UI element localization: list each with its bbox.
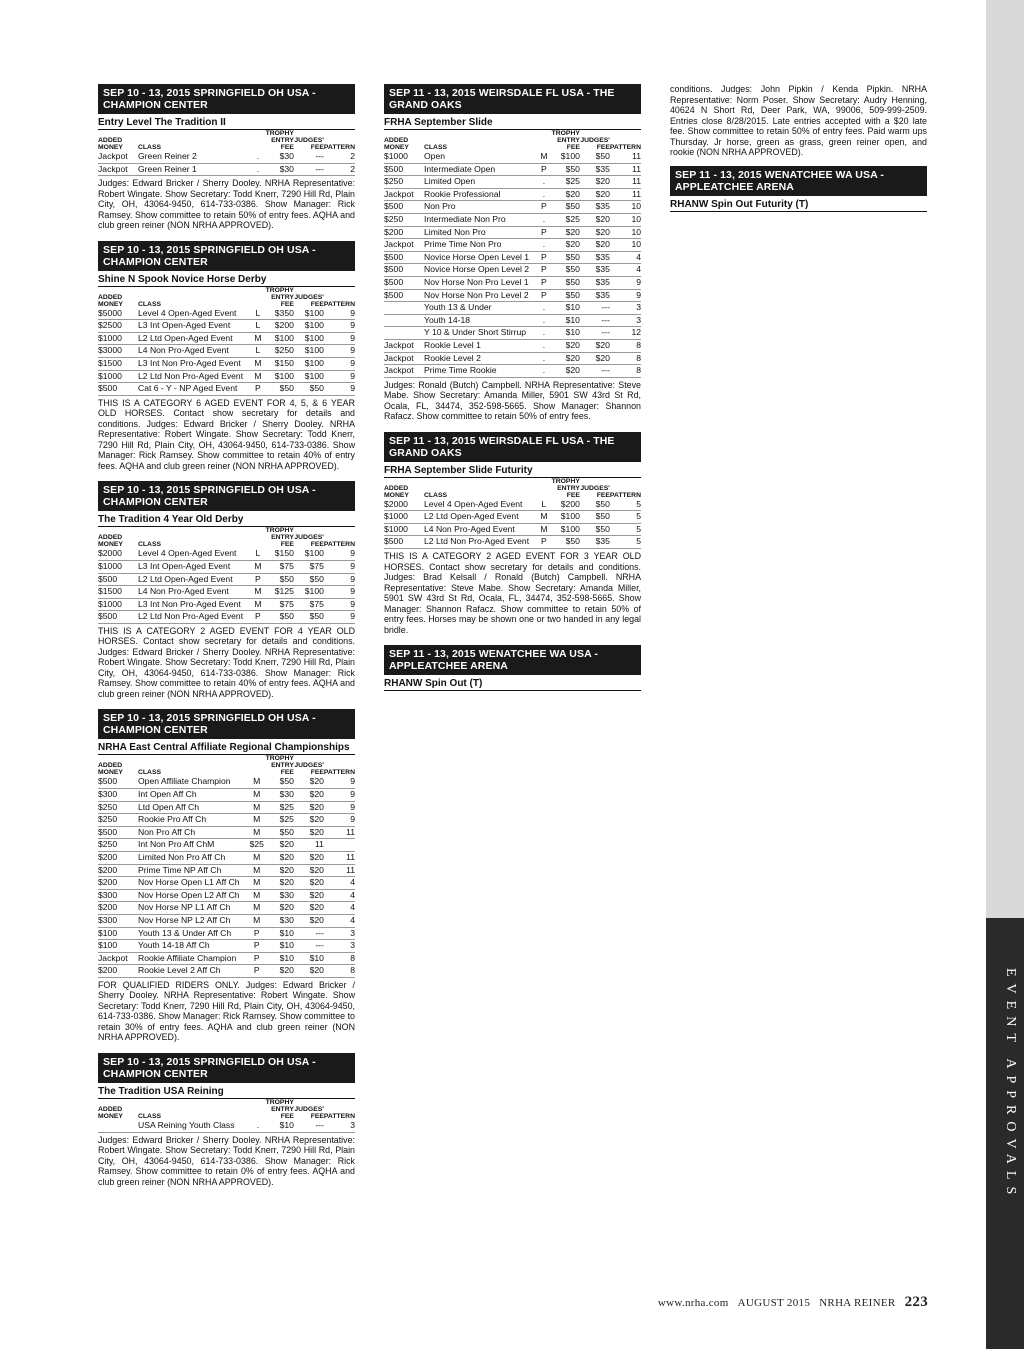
table-row: $300 Int Open Aff Ch M $30 $20 9 (98, 789, 355, 802)
sidebar-label: EVENT APPROVALS (1003, 968, 1018, 1202)
entries-table (98, 755, 355, 978)
table-row: $2500 L3 Int Open-Aged Event L $200 $100 9 (98, 320, 355, 333)
table-row: Jackpot Rookie Level 2 . $20 $20 8 (384, 352, 641, 365)
table-row: $100 Youth 13 & Under Aff Ch P $10 --- 3 (98, 927, 355, 940)
entries-table (384, 130, 641, 378)
event-notes: Judges: Edward Bricker / Sherry Dooley. NRHA Representative: Robert Wingate. Show Secretary: Todd Knerr, 7290 Hill Rd, Plain City, OH, 43064-9450, 614-733-0386. Show Manager: Rick Ramsey. Show committee to retain 0% of entry fees. AQHA and club green reiner (NON NRHA APPROVED). (98, 1134, 355, 1187)
event-block (98, 84, 355, 231)
table-row: $500 Novice Horse Open Level 1 P $50 $35 4 (384, 251, 641, 264)
table-row: Jackpot Green Reiner 2 . $30 --- 2 (98, 151, 355, 163)
table-row: $500 L2 Ltd Open-Aged Event P $50 $50 9 (98, 573, 355, 586)
table-row: $3000 L4 Non Pro-Aged Event L $250 $100 9 (98, 345, 355, 358)
entries-table (98, 1099, 355, 1133)
entries-table (98, 527, 355, 624)
table-row: Jackpot Rookie Level 1 . $20 $20 8 (384, 339, 641, 352)
event-notes: THIS IS A CATEGORY 6 AGED EVENT FOR 4, 5, & 6 YEAR OLD HORSES. Contact show secretary for details and conditions. Judges: Edward Bricker / Sherry Dooley. NRHA Representative: Robert Wingate. Show Secretary: Todd Knerr, 7290 Hill Rd, Plain City, OH, 43064-9450, 614-733-0386. Show Manager: Rick Ramsey. Show committee to retain 40% of entry fees. AQHA and club green reiner (NON NRHA APPROVED). (98, 397, 355, 471)
table-row: $5000 Level 4 Open-Aged Event L $350 $100 9 (98, 308, 355, 320)
column-2 (384, 84, 641, 701)
event-block (98, 241, 355, 472)
table-row: $2000 Level 4 Open-Aged Event L $150 $100 9 (98, 548, 355, 560)
entries-table (98, 130, 355, 176)
event-heading: SEP 11 - 13, 2015 WENATCHEE WA USA - APPLEATCHEE ARENA (384, 645, 641, 675)
event-heading: SEP 10 - 13, 2015 SPRINGFIELD OH USA - CHAMPION CENTER (98, 709, 355, 739)
table-row: $250 Limited Open . $25 $20 11 (384, 176, 641, 189)
table-header: ADDED MONEY CLASS TROPHY ENTRY FEE JUDGES' FEE PATTERN (98, 286, 355, 308)
table-row: $250 Intermediate Non Pro . $25 $20 10 (384, 213, 641, 226)
class-title: RHANW Spin Out Futurity (T) (670, 199, 927, 212)
table-row: $500 Nov Horse Non Pro Level 1 P $50 $35 9 (384, 276, 641, 289)
event-notes: THIS IS A CATEGORY 2 AGED EVENT FOR 4 YEAR OLD HORSES. Contact show secretary for details and conditions. Judges: Edward Bricker / Sherry Dooley. NRHA Representative: Robert Wingate. Show Secretary: Todd Knerr, 7290 Hill Rd, Plain City, OH, 43064-9450, 614-733-0386. Show Manager: Rick Ramsey. Show committee to retain 40% of entry fees. AQHA and club green reiner (NON NRHA APPROVED). (98, 625, 355, 699)
class-title: The Tradition USA Reining (98, 1086, 355, 1099)
page-footer (658, 1294, 928, 1311)
class-title: Entry Level The Tradition II (98, 117, 355, 130)
table-row: $200 Limited Non Pro Aff Ch M $20 $20 11 (98, 851, 355, 864)
event-heading: SEP 10 - 13, 2015 SPRINGFIELD OH USA - CHAMPION CENTER (98, 241, 355, 271)
event-heading: SEP 10 - 13, 2015 SPRINGFIELD OH USA - CHAMPION CENTER (98, 1053, 355, 1083)
table-row: $100 Youth 14-18 Aff Ch P $10 --- 3 (98, 940, 355, 953)
table-row: Youth 14-18 . $10 --- 3 (384, 314, 641, 327)
event-block (384, 432, 641, 635)
column-1 (98, 84, 355, 1197)
table-row: $2000 Level 4 Open-Aged Event L $200 $50 5 (384, 499, 641, 511)
table-row: Jackpot Rookie Affiliate Champion P $10 $10 8 (98, 952, 355, 965)
table-row: $200 Limited Non Pro P $20 $20 10 (384, 226, 641, 239)
table-row: $250 Rookie Pro Aff Ch M $25 $20 9 (98, 814, 355, 827)
table-row: $500 Intermediate Open P $50 $35 11 (384, 163, 641, 176)
table-row: $500 Open Affiliate Champion M $50 $20 9 (98, 776, 355, 788)
table-row: $250 Ltd Open Aff Ch M $25 $20 9 (98, 801, 355, 814)
table-header: ADDED MONEY CLASS TROPHY ENTRY FEE JUDGES' FEE PATTERN (98, 1098, 355, 1120)
event-heading: SEP 10 - 13, 2015 SPRINGFIELD OH USA - CHAMPION CENTER (98, 481, 355, 511)
table-header: ADDED MONEY CLASS TROPHY ENTRY FEE JUDGES' FEE PATTERN (384, 477, 641, 499)
table-row: Jackpot Green Reiner 1 . $30 --- 2 (98, 163, 355, 176)
event-heading: SEP 11 - 13, 2015 WEIRSDALE FL USA - THE GRAND OAKS (384, 432, 641, 462)
event-block (98, 481, 355, 699)
class-title: FRHA September Slide Futurity (384, 465, 641, 478)
class-title: The Tradition 4 Year Old Derby (98, 514, 355, 527)
table-row: Youth 13 & Under . $10 --- 3 (384, 302, 641, 315)
table-row: $1000 L4 Non Pro-Aged Event M $100 $50 5 (384, 523, 641, 536)
table-row: $1000 L2 Ltd Open-Aged Event M $100 $100 9 (98, 332, 355, 345)
column-3 (670, 84, 927, 222)
event-block (384, 645, 641, 691)
event-block (98, 1053, 355, 1187)
table-header: ADDED MONEY CLASS TROPHY ENTRY FEE JUDGES' FEE PATTERN (98, 755, 355, 777)
class-title: Shine N Spook Novice Horse Derby (98, 274, 355, 287)
class-title: NRHA East Central Affiliate Regional Championships (98, 742, 355, 755)
table-row: $250 Int Non Pro Aff ChM $25 $20 11 (98, 839, 355, 852)
footer-magazine: NRHA REINER (819, 1297, 896, 1309)
table-row: $1000 L2 Ltd Open-Aged Event M $100 $50 5 (384, 511, 641, 524)
table-row: Y 10 & Under Short Stirrup . $10 --- 12 (384, 327, 641, 340)
table-row: Jackpot Rookie Professional . $20 $20 11 (384, 188, 641, 201)
event-heading: SEP 11 - 13, 2015 WENATCHEE WA USA - APPLEATCHEE ARENA (670, 166, 927, 196)
footer-issue: AUGUST 2015 (737, 1297, 811, 1309)
continued-notes: conditions. Judges: John Pipkin / Kenda Pipkin. NRHA Representative: Norm Poser. Show Secretary: Audry Henning, 40624 N Short Rd, Deer Park, WA, 99006, 509-999-2509. Entries close 8/28/2015. Late entries accepted with a $20 late fee. Show committee to retain 50% of entry fees. Paid warm ups Thursday. Jr horse, green as grass, green reiner open, and rookie (NON NRHA APPROVED). (670, 84, 927, 157)
entries-table (98, 287, 355, 396)
table-row: $200 Nov Horse Open L1 Aff Ch M $20 $20 4 (98, 877, 355, 890)
footer-site: www.nrha.com (657, 1297, 729, 1309)
event-heading: SEP 10 - 13, 2015 SPRINGFIELD OH USA - CHAMPION CENTER (98, 84, 355, 114)
table-row: Jackpot Prime Time Non Pro . $20 $20 10 (384, 239, 641, 252)
event-notes: Judges: Ronald (Butch) Campbell. NRHA Representative: Steve Mabe. Show Secretary: Amanda Miller, 5901 SW 43rd St Rd, Ocala, FL, 34474, 352-598-5665. Show Manager: Shannon Rafacz. Show committee to retain 50% of entry fees. (384, 379, 641, 422)
table-row: $500 Non Pro P $50 $35 10 (384, 201, 641, 214)
table-row: $1500 L4 Non Pro-Aged Event M $125 $100 9 (98, 586, 355, 599)
event-block (670, 166, 927, 212)
table-row: $200 Rookie Level 2 Aff Ch P $20 $20 8 (98, 965, 355, 978)
table-row: $500 Novice Horse Open Level 2 P $50 $35 4 (384, 264, 641, 277)
table-row: $500 L2 Ltd Non Pro-Aged Event P $50 $35 5 (384, 536, 641, 549)
entries-table (384, 478, 641, 549)
event-heading: SEP 11 - 13, 2015 WEIRSDALE FL USA - THE GRAND OAKS (384, 84, 641, 114)
event-notes: THIS IS A CATEGORY 2 AGED EVENT FOR 3 YEAR OLD HORSES. Contact show secretary for details and conditions. Judges: Brad Kelsall / Ronald (Butch) Campbell. NRHA Representative: Steve Mabe. Show Secretary: Amanda Miller, 5901 SW 43rd St Rd, Ocala, FL, 34474, 352-598-5665. Show Manager: Shannon Rafacz. Show committee to retain 50% of entry fees. Horses may be shown one or two handed in any legal bridle. (384, 551, 641, 635)
table-row: $300 Nov Horse Open L2 Aff Ch M $30 $20 4 (98, 889, 355, 902)
event-notes: Judges: Edward Bricker / Sherry Dooley. NRHA Representative: Robert Wingate. Show Secretary: Todd Knerr, 7290 Hill Rd, Plain City, OH, 43064-9450, 614-733-0386. Show Manager: Rick Ramsey. Show committee to retain 50% of entry fees. AQHA and club green reiner (NON NRHA APPROVED). (98, 178, 355, 231)
event-block (384, 84, 641, 422)
table-row: USA Reining Youth Class . $10 --- 3 (98, 1120, 355, 1132)
table-header: ADDED MONEY CLASS TROPHY ENTRY FEE JUDGES' FEE PATTERN (98, 527, 355, 549)
table-header: ADDED MONEY CLASS TROPHY ENTRY FEE JUDGES' FEE PATTERN (384, 130, 641, 151)
table-row: $1500 L3 Int Non Pro-Aged Event M $150 $100 9 (98, 358, 355, 371)
table-row: $500 L2 Ltd Non Pro-Aged Event P $50 $50 9 (98, 611, 355, 624)
table-row: $200 Prime Time NP Aff Ch M $20 $20 11 (98, 864, 355, 877)
table-row: $1000 Open M $100 $50 11 (384, 151, 641, 163)
table-row: $300 Nov Horse NP L2 Aff Ch M $30 $20 4 (98, 914, 355, 927)
table-row: $500 Non Pro Aff Ch M $50 $20 11 (98, 826, 355, 839)
table-row: $1000 L3 Int Non Pro-Aged Event M $75 $75 9 (98, 598, 355, 611)
table-row: $200 Nov Horse NP L1 Aff Ch M $20 $20 4 (98, 902, 355, 915)
table-header: ADDED MONEY CLASS TROPHY ENTRY FEE JUDGES' FEE PATTERN (98, 130, 355, 151)
table-row: $500 Cat 6 - Y - NP Aged Event P $50 $50 9 (98, 383, 355, 396)
class-title: RHANW Spin Out (T) (384, 678, 641, 691)
table-row: $500 Nov Horse Non Pro Level 2 P $50 $35 9 (384, 289, 641, 302)
table-row: Jackpot Prime Time Rookie . $20 --- 8 (384, 365, 641, 378)
table-row: $1000 L3 Int Open-Aged Event M $75 $75 9 (98, 560, 355, 573)
table-row: $1000 L2 Ltd Non Pro-Aged Event M $100 $100 9 (98, 370, 355, 383)
page-number: 223 (904, 1294, 928, 1310)
event-block (98, 709, 355, 1043)
event-notes: FOR QUALIFIED RIDERS ONLY. Judges: Edward Bricker / Sherry Dooley. NRHA Representative: Robert Wingate. Show Secretary: Todd Knerr, 7290 Hill Rd, Plain City, OH, 43064-9450, 614-733-0386. Show Manager: Rick Ramsey. Show committee to retain 30% of entry fees. AQHA and club green reiner (NON NRHA APPROVED). (98, 979, 355, 1043)
class-title: FRHA September Slide (384, 117, 641, 130)
